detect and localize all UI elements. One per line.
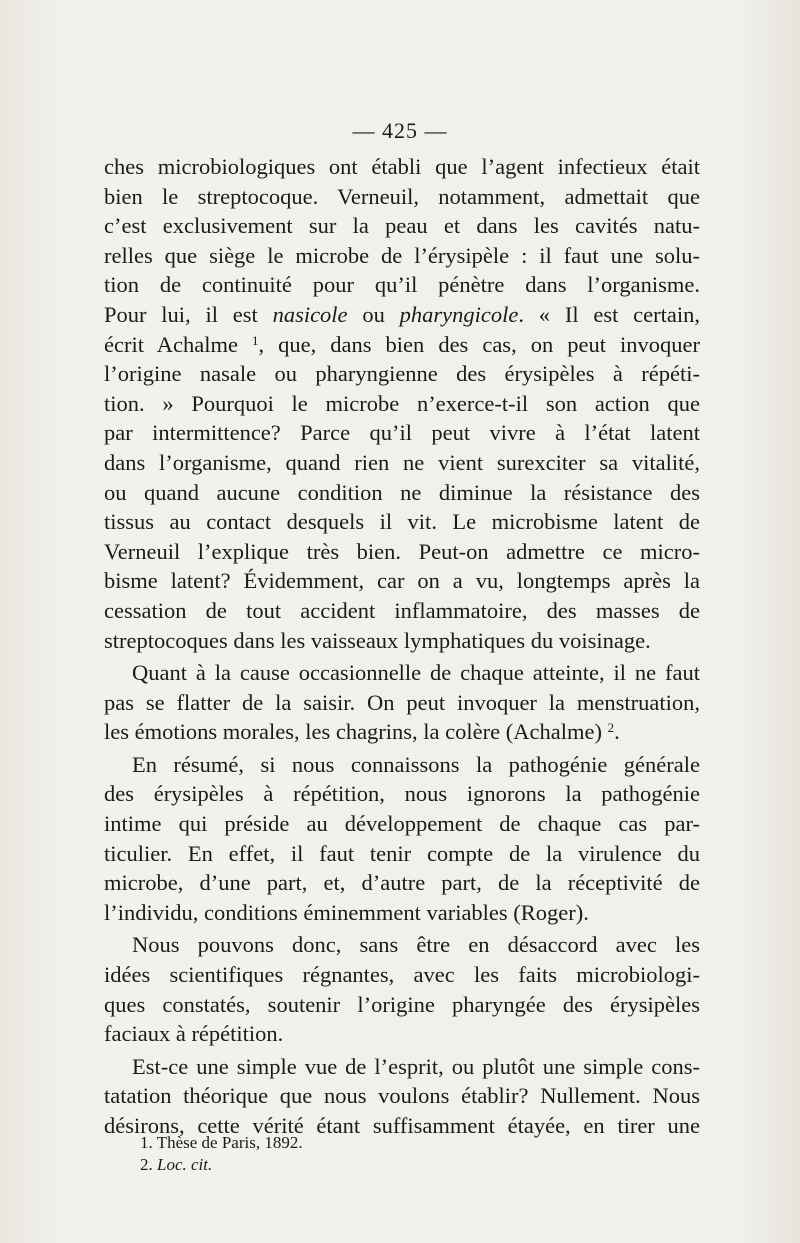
footnote-text: Thèse de Paris, 1892. xyxy=(156,1133,303,1152)
text-line: par intermittence? Parce qu’il peut vivre à l’état latent xyxy=(104,420,700,446)
footnote xyxy=(140,1132,640,1154)
footnote-number: 2. xyxy=(140,1155,157,1174)
paragraph xyxy=(104,930,700,1048)
text-line: tatation théorique que nous voulons établir? Nullement. Nous xyxy=(104,1083,700,1109)
text-line: faciaux à répétition. xyxy=(104,1021,284,1047)
italic-term: pharyngicole xyxy=(399,301,519,327)
text-line: intime qui préside au développement de chaque cas par- xyxy=(104,811,700,837)
body-text xyxy=(104,152,700,1141)
footnote-text: Loc. cit. xyxy=(157,1155,213,1174)
footnote-number: 1. xyxy=(140,1133,157,1152)
italic-term: nasicole xyxy=(272,301,348,327)
paragraph xyxy=(104,750,700,928)
paragraph xyxy=(104,1052,700,1141)
footnote-ref: 2 xyxy=(607,720,615,736)
paragraph xyxy=(104,658,700,747)
text-line: ou quand aucune condition ne diminue la résistance des xyxy=(104,479,700,505)
text-line: Nous pouvons donc, sans être en désaccord avec les xyxy=(132,932,700,958)
text-line: cessation de tout accident inflammatoire, des masses de xyxy=(104,597,700,623)
footnote-ref: 1 xyxy=(252,332,259,348)
text-line: écrit Achalme $^1$, que, dans bien des cas, on peut invoquer xyxy=(104,331,700,357)
text-line: tissus au contact desquels il vit. Le microbisme latent de xyxy=(104,509,700,535)
text-line: ques constatés, soutenir l’origine pharyngée des érysipèles xyxy=(104,991,700,1017)
text-line: tion de continuité pour qu’il pénètre dans l’organisme. xyxy=(104,272,700,298)
text-line: ches microbiologiques ont établi que l’agent infectieux était xyxy=(104,154,700,179)
text-line: l’individu, conditions éminemment variables (Roger). xyxy=(104,899,589,925)
footnote xyxy=(140,1154,640,1176)
text-line: Verneuil l’explique très bien. Peut-on admettre ce micro- xyxy=(104,538,700,564)
text-line: bien le streptocoque. Verneuil, notamment, admettait que xyxy=(104,183,700,209)
text-line: des érysipèles à répétition, nous ignorons la pathogénie xyxy=(104,781,700,807)
footnotes xyxy=(140,1132,640,1176)
text-line: bisme latent? Évidemment, car on a vu, longtemps après la xyxy=(104,568,700,594)
text-line: Quant à la cause occasionnelle de chaque atteinte, il ne faut xyxy=(132,660,700,686)
text-line: streptocoques dans les vaisseaux lymphatiques du voisinage. xyxy=(104,627,651,653)
text-line: idées scientifiques régnantes, avec les faits microbiologi- xyxy=(104,962,700,988)
text-line: tion. » Pourquoi le microbe n’exerce-t-il son action que xyxy=(104,390,700,416)
text-line: ticulier. En effet, il faut tenir compte de la virulence du xyxy=(104,840,700,866)
page-number: — 425 — xyxy=(352,118,448,143)
text-line: l’origine nasale ou pharyngienne des érysipèles à répéti- xyxy=(104,361,700,387)
text-line: Pour lui, il est nasicole ou pharyngicole. « Il est certain, xyxy=(104,301,700,327)
paragraph xyxy=(104,152,700,655)
text-line: Est-ce une simple vue de l’esprit, ou plutôt une simple cons- xyxy=(132,1053,700,1079)
text-line: pas se flatter de la saisir. On peut invoquer la menstruation, xyxy=(104,689,700,715)
text-line: relles que siège le microbe de l’érysipèle : il faut une solu- xyxy=(104,242,700,268)
text-line: dans l’organisme, quand rien ne vient surexciter sa vitalité, xyxy=(104,449,700,475)
text-line: c’est exclusivement sur la peau et dans les cavités natu- xyxy=(104,213,700,239)
text-line: désirons, cette vérité étant suffisamment étayée, en tirer une xyxy=(104,1113,700,1138)
text-line: microbe, d’une part, et, d’autre part, de la réceptivité de xyxy=(104,870,700,896)
text-line: les émotions morales, les chagrins, la colère (Achalme) $^2$. xyxy=(104,719,620,745)
text-line: En résumé, si nous connaissons la pathogénie générale xyxy=(132,751,700,777)
